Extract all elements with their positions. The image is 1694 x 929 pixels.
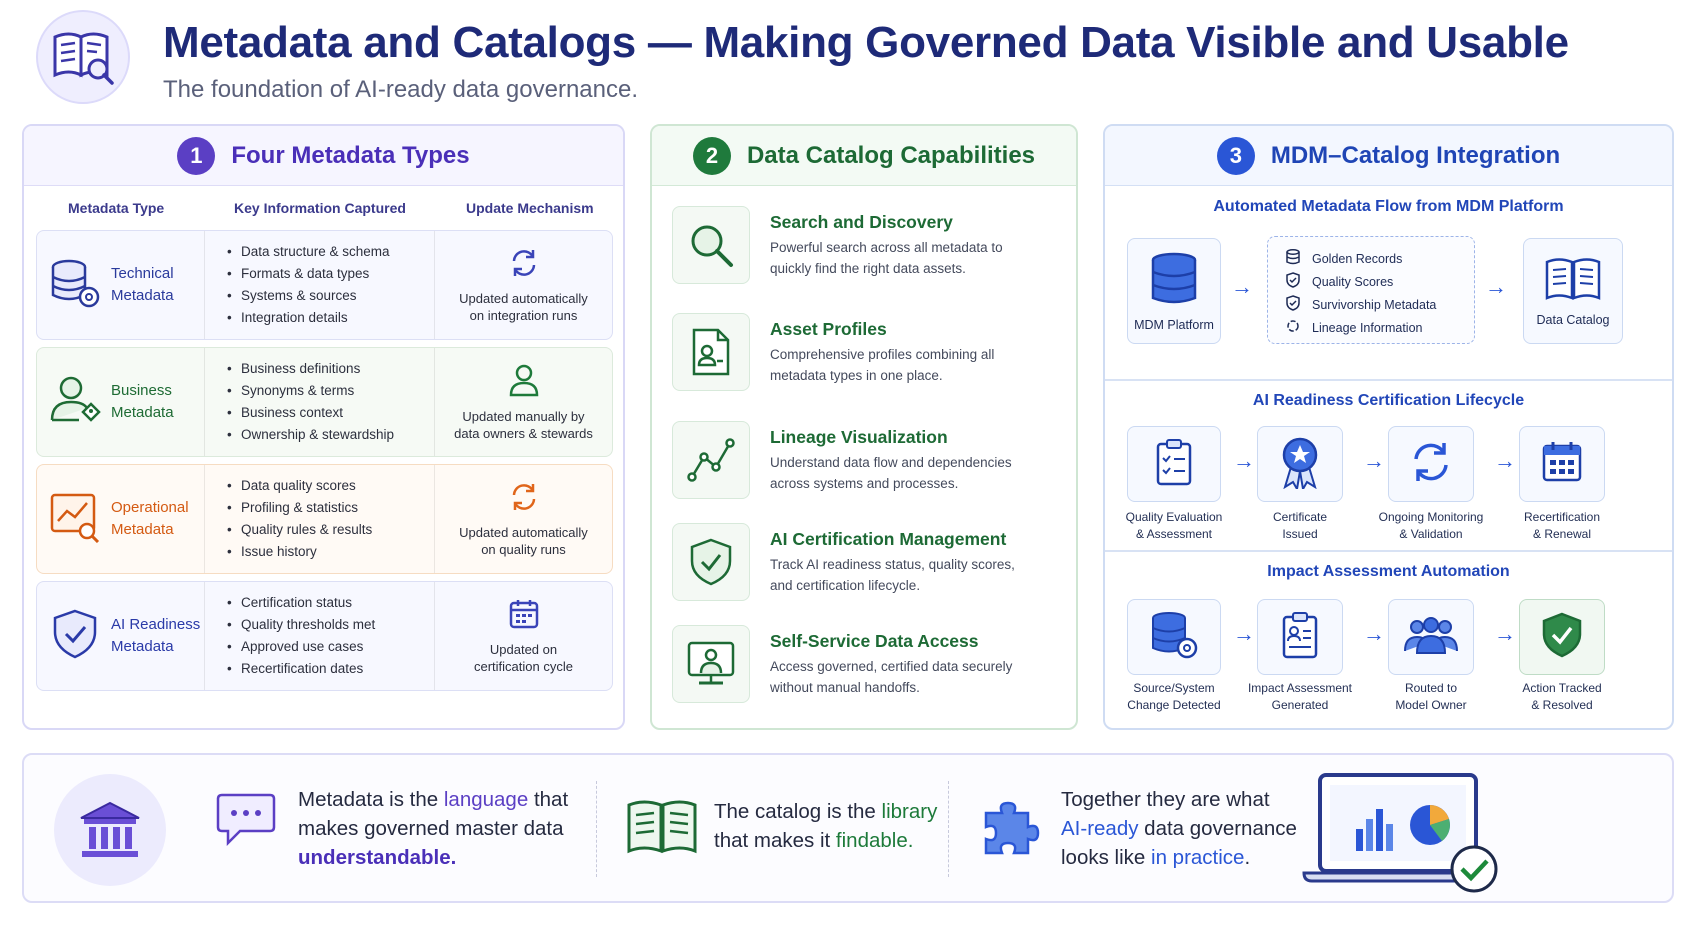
impact-step-box bbox=[1257, 599, 1343, 675]
panel-title: Data Catalog Capabilities bbox=[746, 141, 1036, 169]
shield-small-icon bbox=[1286, 295, 1300, 314]
refresh-icon bbox=[508, 247, 540, 284]
shield-check-icon bbox=[672, 523, 750, 601]
section-divider bbox=[1105, 379, 1672, 381]
panel-title: MDM–Catalog Integration bbox=[1270, 141, 1561, 169]
capability-title: Lineage Visualization bbox=[770, 427, 948, 447]
metadata-type-label: Business bbox=[111, 382, 172, 399]
list-item: • Issue history bbox=[227, 541, 434, 563]
impact-step-label: Impact Assessment Generated bbox=[1247, 681, 1353, 712]
update-mechanism: certification cycle bbox=[474, 658, 573, 674]
chat-bubble-icon bbox=[216, 791, 276, 852]
refresh-icon bbox=[508, 481, 540, 518]
metadata-type-label: Metadata bbox=[111, 404, 174, 421]
update-mechanism: Updated on bbox=[489, 641, 558, 657]
box-label: Data Catalog bbox=[1536, 312, 1610, 327]
update-mechanism: Updated automatically bbox=[459, 524, 588, 540]
flow-item: Quality Scores bbox=[1286, 272, 1393, 291]
lifecycle-step-box bbox=[1127, 426, 1221, 502]
metadata-type-label: Technical bbox=[111, 265, 174, 282]
section-divider bbox=[1105, 550, 1672, 552]
list-item: • Integration details bbox=[227, 307, 434, 329]
mdm-platform-box bbox=[1127, 238, 1221, 344]
panel-header bbox=[652, 126, 1076, 186]
impact-step-box bbox=[1127, 599, 1221, 675]
arrow-right-icon: → bbox=[1233, 448, 1255, 473]
list-item: • Certification status bbox=[227, 592, 434, 614]
metadata-type-label: AI Readiness bbox=[111, 616, 201, 633]
metadata-row-business bbox=[36, 347, 613, 457]
column-header-info: Key Information Captured bbox=[234, 200, 406, 216]
impact-step-box bbox=[1519, 599, 1605, 675]
users-group-icon bbox=[1403, 615, 1459, 660]
capability-title: Search and Discovery bbox=[770, 212, 953, 232]
impact-step-label: Routed to Model Owner bbox=[1395, 681, 1467, 712]
profile-document-icon bbox=[672, 313, 750, 391]
section-title: Impact Assessment Automation bbox=[1267, 563, 1510, 580]
metadata-types-panel bbox=[22, 124, 625, 730]
step-number-badge: 3 bbox=[1217, 137, 1255, 175]
metadata-type-label: Operational bbox=[111, 499, 189, 516]
capability-description: Access governed, certified data securely bbox=[770, 659, 1013, 674]
list-item: • Formats & data types bbox=[227, 263, 434, 285]
lifecycle-step-box bbox=[1388, 426, 1474, 502]
lifecycle-step-label: Recertification & Renewal bbox=[1523, 510, 1601, 541]
data-catalog-box bbox=[1523, 238, 1623, 344]
metadata-row-technical bbox=[36, 230, 613, 340]
list-item: • Ownership & stewardship bbox=[227, 424, 434, 446]
lineage-graph-icon bbox=[672, 421, 750, 499]
separator bbox=[596, 781, 597, 877]
metadata-type-label: Metadata bbox=[111, 638, 174, 655]
assessment-report-icon bbox=[1280, 611, 1320, 664]
summary-message-together: Together they are what AI-ready data governance looks like in practice. bbox=[1061, 788, 1297, 869]
update-mechanism: Updated manually by bbox=[462, 408, 585, 424]
summary-message-metadata: Metadata is the language that makes governed master data understandable. bbox=[298, 788, 569, 869]
summary-message-catalog: The catalog is the library that makes it findable. bbox=[714, 800, 938, 852]
list-item: • Profiling & statistics bbox=[227, 497, 434, 519]
arrow-right-icon: → bbox=[1494, 448, 1516, 473]
capability-search bbox=[672, 206, 1062, 286]
arrow-right-icon: → bbox=[1485, 274, 1507, 299]
panel-title: Four Metadata Types bbox=[231, 141, 470, 169]
capability-ai-certification bbox=[672, 523, 1062, 603]
step-number-badge: 2 bbox=[693, 137, 731, 175]
shield-small-icon bbox=[1286, 272, 1300, 291]
update-mechanism: Updated automatically bbox=[459, 290, 588, 306]
impact-step-label: Action Tracked & Resolved bbox=[1522, 681, 1602, 712]
puzzle-piece-icon bbox=[980, 797, 1042, 864]
chart-magnifier-icon bbox=[49, 491, 101, 548]
panel-header bbox=[24, 126, 623, 186]
cycle-small-icon bbox=[1286, 318, 1300, 337]
update-mechanism: on integration runs bbox=[469, 307, 578, 323]
flow-item: Golden Records bbox=[1286, 249, 1402, 268]
metadata-type-label: Metadata bbox=[111, 287, 174, 304]
shield-check-icon bbox=[1541, 612, 1583, 663]
info-list bbox=[205, 231, 435, 339]
capability-description: Track AI readiness status, quality scores, bbox=[770, 557, 1015, 572]
impact-step-label: Source/System Change Detected bbox=[1127, 681, 1221, 712]
section-title: Automated Metadata Flow from MDM Platform bbox=[1213, 198, 1564, 215]
catalog-book-icon bbox=[36, 10, 130, 104]
open-book-icon bbox=[626, 799, 698, 860]
arrow-right-icon: → bbox=[1233, 621, 1255, 646]
info-list bbox=[205, 465, 435, 573]
calendar-icon bbox=[508, 598, 540, 635]
separator bbox=[948, 781, 949, 877]
lifecycle-step-label: Certificate Issued bbox=[1272, 510, 1328, 541]
calendar-grid-icon bbox=[1540, 440, 1584, 489]
summary-banner bbox=[22, 753, 1674, 903]
info-list bbox=[205, 348, 435, 456]
list-item: • Data quality scores bbox=[227, 475, 434, 497]
user-tag-icon bbox=[49, 374, 101, 431]
update-mechanism: data owners & stewards bbox=[454, 425, 593, 441]
arrow-right-icon: → bbox=[1494, 621, 1516, 646]
metadata-type-label: Metadata bbox=[111, 521, 174, 538]
lifecycle-step-box bbox=[1519, 426, 1605, 502]
step-number-badge: 1 bbox=[177, 137, 215, 175]
lifecycle-step-label: Quality Evaluation & Assessment bbox=[1125, 510, 1223, 541]
database-gear-icon bbox=[49, 257, 101, 314]
institution-building-icon bbox=[54, 774, 166, 886]
capability-description: quickly find the right data assets. bbox=[770, 261, 966, 276]
lifecycle-step-label: Ongoing Monitoring & Validation bbox=[1378, 510, 1484, 541]
capability-description: and certification lifecycle. bbox=[770, 578, 921, 593]
database-icon bbox=[1149, 251, 1199, 312]
page-title: Metadata and Catalogs — Making Governed Data Visible and Usable bbox=[163, 18, 1569, 67]
capability-description: across systems and processes. bbox=[770, 476, 959, 491]
open-book-icon bbox=[1544, 256, 1602, 307]
capability-lineage bbox=[672, 421, 1062, 501]
capability-description: without manual handoffs. bbox=[770, 680, 920, 695]
capability-description: metadata types in one place. bbox=[770, 368, 943, 383]
database-gear-icon bbox=[1149, 610, 1199, 665]
laptop-dashboard-icon bbox=[1302, 769, 1512, 900]
catalog-capabilities-panel bbox=[650, 124, 1078, 730]
metadata-row-operational bbox=[36, 464, 613, 574]
list-item: • Recertification dates bbox=[227, 658, 434, 680]
list-item: • Approved use cases bbox=[227, 636, 434, 658]
metadata-items-group bbox=[1267, 236, 1475, 344]
capability-description: Powerful search across all metadata to bbox=[770, 240, 1003, 255]
column-header-update: Update Mechanism bbox=[466, 200, 594, 216]
database-small-icon bbox=[1286, 249, 1300, 268]
flow-item: Lineage Information bbox=[1286, 318, 1423, 337]
update-mechanism: on quality runs bbox=[481, 541, 566, 557]
impact-step-box bbox=[1388, 599, 1474, 675]
arrow-right-icon: → bbox=[1363, 621, 1385, 646]
box-label: MDM Platform bbox=[1134, 317, 1214, 332]
certificate-badge-icon bbox=[1277, 435, 1323, 494]
clipboard-check-icon bbox=[1154, 438, 1194, 491]
shield-check-icon bbox=[49, 608, 101, 665]
capability-title: Self-Service Data Access bbox=[770, 631, 979, 651]
user-icon bbox=[508, 363, 540, 402]
metadata-row-ai-readiness bbox=[36, 581, 613, 691]
capability-description: Comprehensive profiles combining all bbox=[770, 347, 995, 362]
list-item: • Systems & sources bbox=[227, 285, 434, 307]
list-item: • Business context bbox=[227, 402, 434, 424]
info-list bbox=[205, 582, 435, 690]
capability-asset-profiles bbox=[672, 313, 1062, 393]
page-subtitle: The foundation of AI-ready data governance. bbox=[163, 76, 638, 103]
sync-icon bbox=[1408, 439, 1454, 490]
column-header-type: Metadata Type bbox=[68, 200, 165, 216]
capability-title: Asset Profiles bbox=[770, 319, 887, 339]
flow-item: Survivorship Metadata bbox=[1286, 295, 1436, 314]
lifecycle-step-box bbox=[1257, 426, 1343, 502]
section-title: AI Readiness Certification Lifecycle bbox=[1252, 392, 1525, 409]
arrow-right-icon: → bbox=[1363, 448, 1385, 473]
list-item: • Data structure & schema bbox=[227, 241, 434, 263]
monitor-user-icon bbox=[672, 625, 750, 703]
capability-description: Understand data flow and dependencies bbox=[770, 455, 1012, 470]
capability-title: AI Certification Management bbox=[770, 529, 1007, 549]
list-item: • Synonyms & terms bbox=[227, 380, 434, 402]
magnifier-icon bbox=[672, 206, 750, 284]
capability-self-service bbox=[672, 625, 1062, 705]
list-item: • Business definitions bbox=[227, 358, 434, 380]
panel-header bbox=[1105, 126, 1672, 186]
list-item: • Quality rules & results bbox=[227, 519, 434, 541]
mdm-catalog-integration-panel bbox=[1103, 124, 1674, 730]
arrow-right-icon: → bbox=[1231, 274, 1253, 299]
list-item: • Quality thresholds met bbox=[227, 614, 434, 636]
